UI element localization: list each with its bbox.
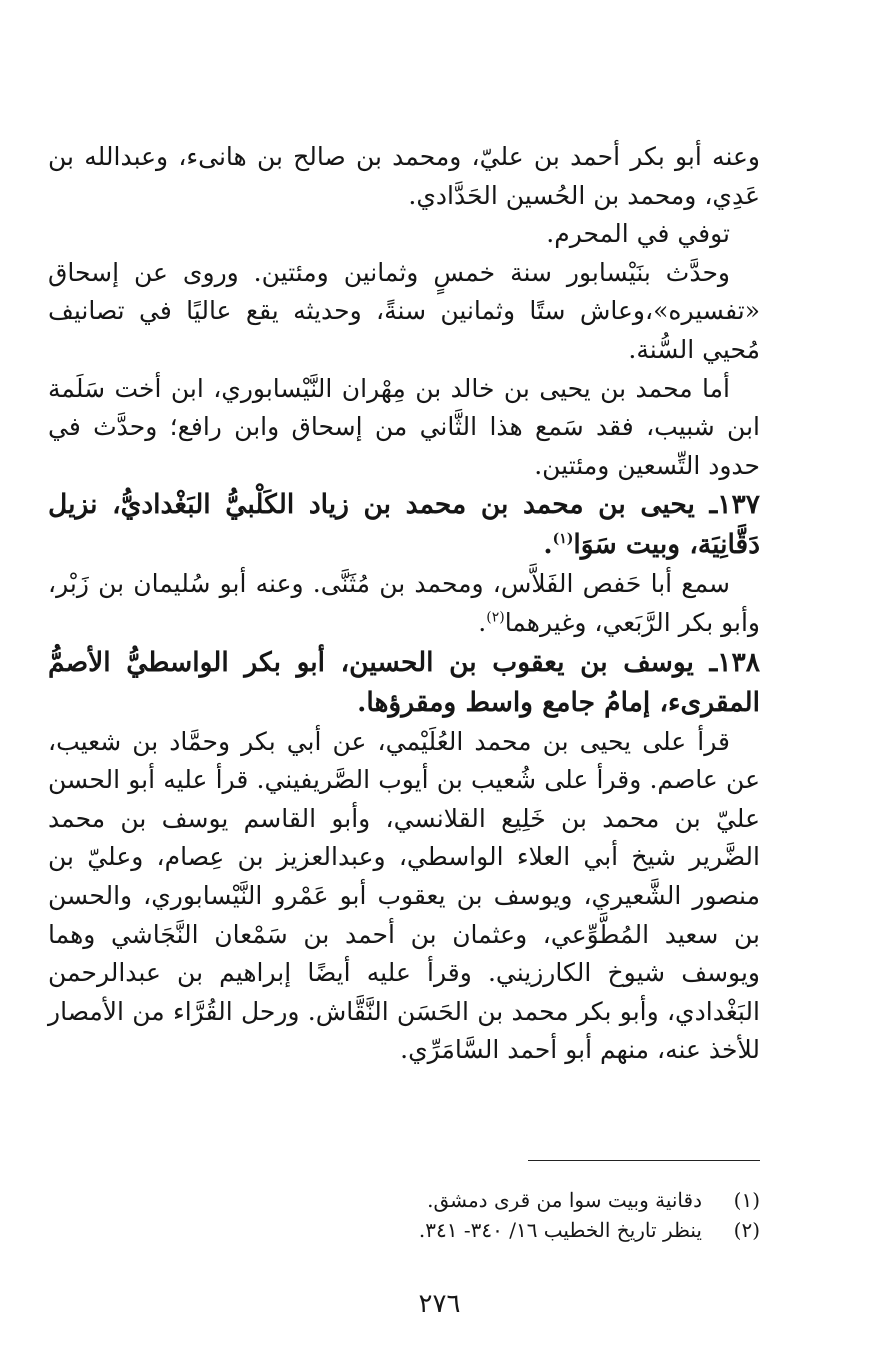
paragraph-138: قرأ على يحيى بن محمد العُلَيْمي، عن أبي بكر وحمَّاد بن شعيب، عن عاصم. وقرأ على شُعيب بن أيوب الصَّريفيني. قرأ عليه أبو الحسن عليّ بن محمد بن خَلِيع القلانسي، وأبو القاسم يوسف بن محمد الضَّرير شيخ أبي العلاء الواسطي، وعبدالعزيز بن عِصام، وعليّ بن منصور الشَّعيري، ويوسف بن يعقوب أبو عَمْرو النَّيْسابوري، والحسن بن سعيد المُطَّوِّعي، وعثمان بن أحمد بن سَمْعان النَّجَاشي وهما ويوسف شيوخ الكارزيني. وقرأ عليه أيضًا إبراهيم بن عبدالرحمن البَغْدادي، وأبو بكر محمد بن الحَسَن النَّقَّاش. ورحل القُرَّاء من الأمصار للأخذ عنه، منهم أبو أحمد السَّامَرِّي. (48, 726, 760, 1065)
paragraph-namesake: أما محمد بن يحيى بن خالد بن مِهْران النَّيْسابوري، ابن أخت سَلَمة ابن شبيب، فقد سَمع هذا الثَّاني من إسحاق وابن رافع؛ وحدَّث في حدود التِّسعين ومئتين. (48, 373, 760, 480)
footnotes (48, 1185, 760, 1245)
footnote-1 (48, 1185, 760, 1215)
footnote-ref-2: (٢) (486, 609, 505, 626)
biography-heading-137 (48, 485, 760, 565)
footnote-text: ينظر تاريخ الخطيب ١٦/ ٣٤٠- ٣٤١. (418, 1218, 702, 1242)
footnote-2 (48, 1215, 760, 1245)
footnote-divider (528, 1160, 760, 1161)
paragraph-137-text: سمع أبا حَفص الفَلاَّس، ومحمد بن مُثَنَّى. وعنه أبو سُليمان بن زَبْر، وأبو بكر الرَّبَعي، وغيرهما (48, 569, 760, 637)
page-number: ٢٧٦ (418, 1289, 461, 1319)
biography-heading-137-text: ١٣٧ـ يحيى بن محمد بن محمد بن زياد الكَلْبيُّ البَغْداديُّ، نزيل دَقَّانِيَة، وبيت سَوَا (48, 489, 760, 561)
paragraph-death: توفي في المحرم. (546, 219, 730, 249)
biography-heading-138: ١٣٨ـ يوسف بن يعقوب بن الحسين، أبو بكر الواسطيُّ الأصمُّ المقرىء، إمامُ جامع واسط ومقرؤها. (48, 646, 760, 718)
paragraph-137 (48, 565, 760, 642)
paragraph-narrators: وعنه أبو بكر أحمد بن عليّ، ومحمد بن صالح بن هانىء، وعبدالله بن عَدِي، ومحمد بن الحُسين الحَدَّادي. (48, 142, 760, 210)
footnote-number: (١) (733, 1188, 760, 1212)
footnote-number: (٢) (733, 1218, 760, 1242)
main-text (48, 138, 760, 1070)
footnote-text: دقانية وبيت سوا من قرى دمشق. (427, 1188, 702, 1212)
heading-137-end: . (543, 529, 553, 561)
footnote-ref-1: (١) (552, 531, 574, 548)
paragraph-137-end: . (478, 607, 487, 637)
paragraph-hadith: وحدَّث بنَيْسابور سنة خمسٍ وثمانين ومئتين. وروى عن إسحاق «تفسيره»،وعاش ستًا وثمانين سنةً، وحديثه يقع عاليًا في تصانيف مُحيي السُّنة. (48, 257, 760, 364)
